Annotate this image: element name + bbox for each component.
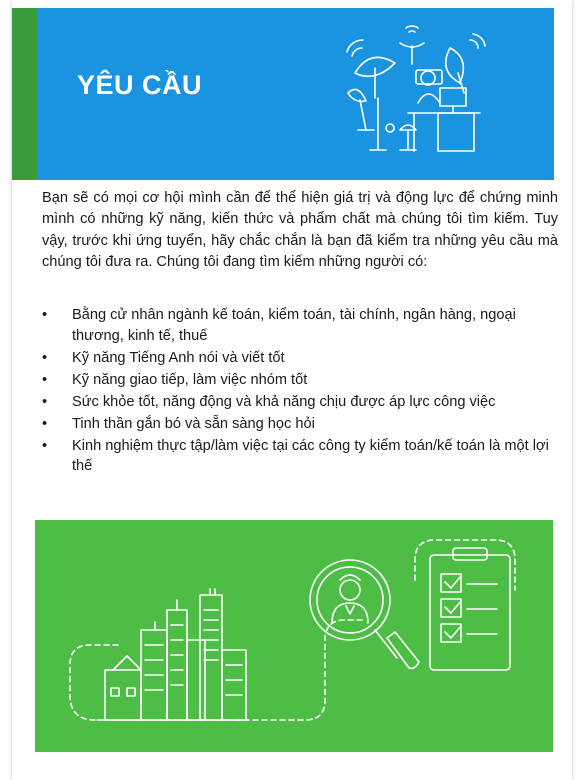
bullet-icon: • xyxy=(42,371,48,388)
list-item xyxy=(42,370,558,391)
list-item xyxy=(42,392,558,413)
intro-paragraph: Bạn sẽ có mọi cơ hội mình cần để thể hiện giá trị và động lực để chứng minh mình có những kỹ năng, kiến thức và phẩm chất mà chúng tôi tìm kiếm. Tuy vậy, trước khi ứng tuyển, hãy chắc chắn là bạn đã kiểm tra những yêu cầu mà chúng tôi đưa ra. Chúng tôi đang tìm kiếm những người có: xyxy=(42,190,558,270)
bullet-icon: • xyxy=(42,437,48,454)
list-item xyxy=(42,348,558,369)
bullet-icon: • xyxy=(42,349,48,366)
requirement-text: Sức khỏe tốt, năng động và khả năng chịu được áp lực công việc xyxy=(72,393,496,410)
requirements-list xyxy=(42,305,558,478)
requirement-text: Kỹ năng Tiếng Anh nói và viết tốt xyxy=(72,349,285,366)
requirement-text: Kinh nghiệm thực tập/làm việc tại các công ty kiểm toán/kế toán là một lợi thế xyxy=(72,437,549,474)
satellite-dish-workstation-icon xyxy=(330,18,500,168)
bullet-icon: • xyxy=(42,307,48,323)
list-item xyxy=(42,305,558,346)
bullet-icon: • xyxy=(42,393,48,410)
list-item xyxy=(42,436,558,477)
bullet-icon: • xyxy=(42,415,48,432)
list-item xyxy=(42,414,558,435)
requirement-text: Kỹ năng giao tiếp, làm việc nhóm tốt xyxy=(72,371,308,388)
city-search-checklist-icon xyxy=(35,520,553,752)
page-title: YÊU CẦU xyxy=(77,70,203,100)
requirement-text: Bằng cử nhân ngành kế toán, kiểm toán, tài chính, ngân hàng, ngoại thương, kinh tế, thuế xyxy=(72,307,516,344)
requirement-text: Tinh thần gắn bó và sẵn sàng học hỏi xyxy=(72,415,315,432)
banner-accent-bar xyxy=(12,8,37,180)
